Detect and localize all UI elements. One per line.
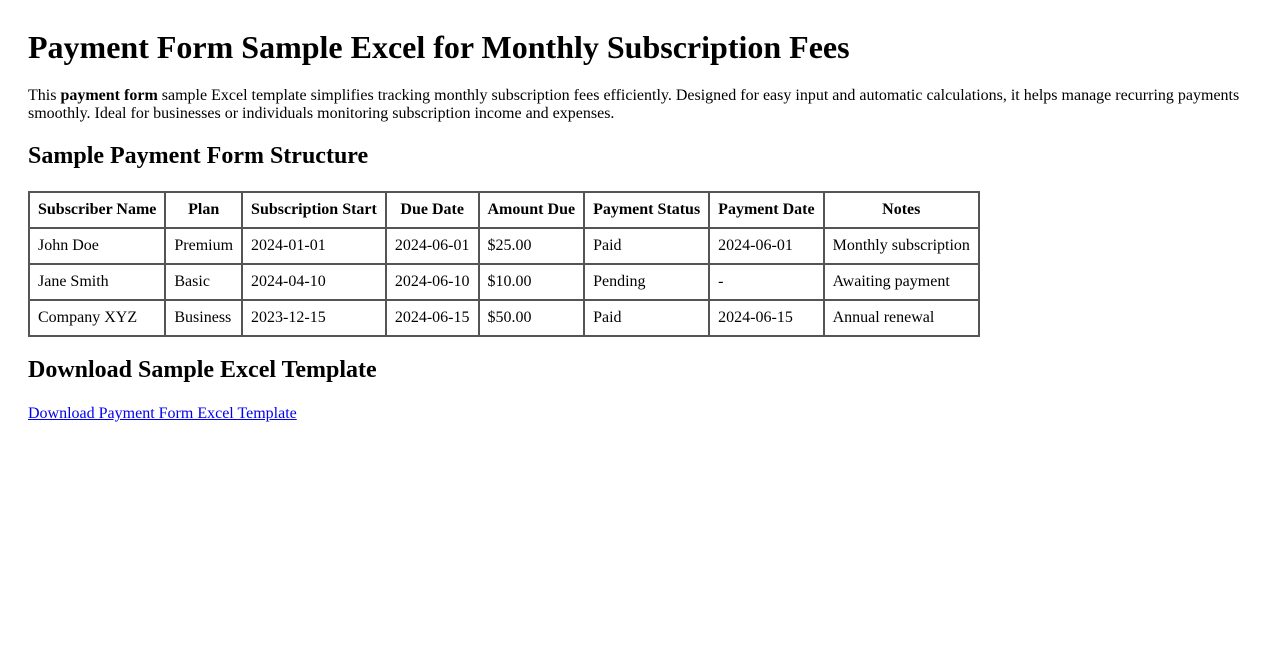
cell-payment-date: 2024-06-15 (709, 300, 823, 336)
header-notes: Notes (824, 192, 979, 228)
cell-payment-status: Pending (584, 264, 709, 300)
cell-subscription-start: 2024-01-01 (242, 228, 386, 264)
cell-plan: Business (165, 300, 242, 336)
header-due-date: Due Date (386, 192, 479, 228)
cell-notes: Awaiting payment (824, 264, 979, 300)
cell-payment-date: - (709, 264, 823, 300)
cell-subscriber-name: Jane Smith (29, 264, 165, 300)
page-title: Payment Form Sample Excel for Monthly Subscription Fees (28, 29, 850, 65)
table-row (29, 228, 979, 264)
cell-amount-due: $10.00 (479, 264, 585, 300)
table-header-row (29, 192, 979, 228)
cell-due-date: 2024-06-01 (386, 228, 479, 264)
cell-subscriber-name: Company XYZ (29, 300, 165, 336)
intro-prefix: This (28, 87, 61, 104)
cell-amount-due: $50.00 (479, 300, 585, 336)
cell-notes: Annual renewal (824, 300, 979, 336)
header-subscriber-name: Subscriber Name (29, 192, 165, 228)
cell-subscription-start: 2024-04-10 (242, 264, 386, 300)
download-template-link[interactable]: Download Payment Form Excel Template (28, 405, 297, 422)
cell-subscription-start: 2023-12-15 (242, 300, 386, 336)
cell-payment-status: Paid (584, 300, 709, 336)
cell-due-date: 2024-06-15 (386, 300, 479, 336)
cell-notes: Monthly subscription (824, 228, 979, 264)
download-heading: Download Sample Excel Template (28, 357, 377, 383)
header-payment-date: Payment Date (709, 192, 823, 228)
cell-payment-date: 2024-06-01 (709, 228, 823, 264)
header-plan: Plan (165, 192, 242, 228)
cell-plan: Basic (165, 264, 242, 300)
header-subscription-start: Subscription Start (242, 192, 386, 228)
intro-suffix: sample Excel template simplifies tracking monthly subscription fees efficiently. Designed for easy input and automatic calculations, it helps manage recurring payments smoothly. Ideal for businesses or individuals monitoring subscription income and expenses. (28, 87, 1240, 122)
cell-due-date: 2024-06-10 (386, 264, 479, 300)
intro-paragraph (28, 87, 1250, 123)
cell-subscriber-name: John Doe (29, 228, 165, 264)
cell-amount-due: $25.00 (479, 228, 585, 264)
cell-payment-status: Paid (584, 228, 709, 264)
cell-plan: Premium (165, 228, 242, 264)
payment-table (28, 191, 980, 337)
structure-heading: Sample Payment Form Structure (28, 143, 369, 169)
intro-bold-term: payment form (60, 87, 158, 104)
table-row (29, 300, 979, 336)
header-amount-due: Amount Due (479, 192, 585, 228)
table-row (29, 264, 979, 300)
header-payment-status: Payment Status (584, 192, 709, 228)
